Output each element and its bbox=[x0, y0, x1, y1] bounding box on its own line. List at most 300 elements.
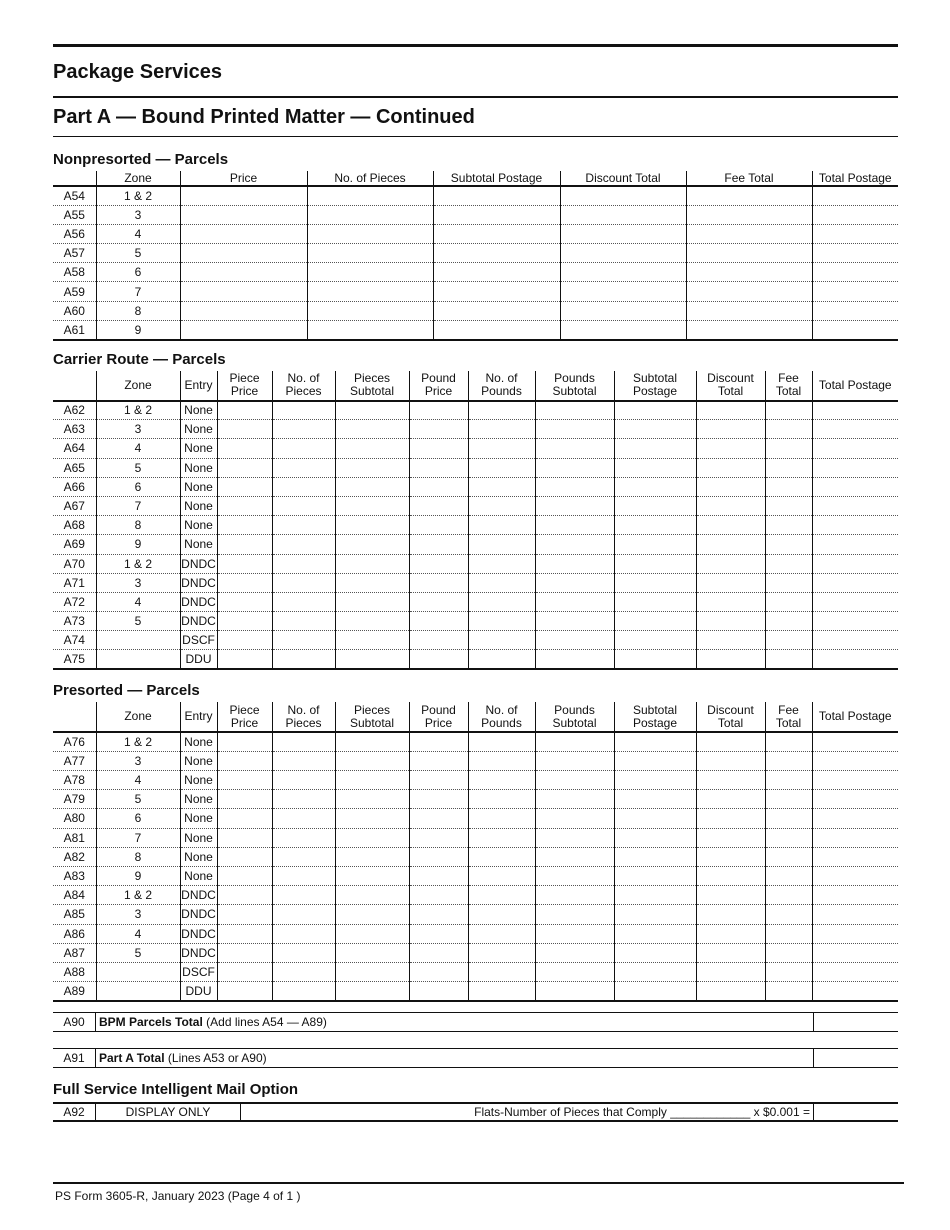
entry-field[interactable] bbox=[335, 732, 409, 751]
entry-field[interactable] bbox=[307, 224, 433, 243]
entry-field[interactable] bbox=[468, 439, 535, 458]
entry-field[interactable] bbox=[686, 263, 812, 282]
entry-field[interactable] bbox=[696, 439, 765, 458]
entry-field[interactable] bbox=[272, 612, 335, 631]
entry-field[interactable] bbox=[765, 439, 812, 458]
entry-field[interactable] bbox=[335, 458, 409, 477]
entry-field[interactable] bbox=[409, 905, 468, 924]
entry-field[interactable] bbox=[307, 205, 433, 224]
entry-field[interactable] bbox=[409, 477, 468, 496]
entry-field[interactable] bbox=[217, 592, 272, 611]
entry-field[interactable] bbox=[812, 809, 898, 828]
entry-field[interactable] bbox=[409, 886, 468, 905]
entry-field[interactable] bbox=[535, 943, 614, 962]
entry-field[interactable] bbox=[812, 982, 898, 1001]
entry-field[interactable] bbox=[409, 516, 468, 535]
entry-field[interactable] bbox=[560, 186, 686, 205]
entry-field[interactable] bbox=[468, 592, 535, 611]
entry-field[interactable] bbox=[614, 790, 696, 809]
entry-field[interactable] bbox=[468, 943, 535, 962]
entry-field[interactable] bbox=[433, 301, 560, 320]
entry-field[interactable] bbox=[217, 847, 272, 866]
entry-field[interactable] bbox=[614, 477, 696, 496]
entry-field[interactable] bbox=[696, 554, 765, 573]
entry-field[interactable] bbox=[272, 847, 335, 866]
entry-field[interactable] bbox=[812, 962, 898, 981]
entry-field[interactable] bbox=[812, 535, 898, 554]
entry-field[interactable] bbox=[307, 282, 433, 301]
entry-field[interactable] bbox=[272, 535, 335, 554]
entry-field[interactable] bbox=[614, 982, 696, 1001]
entry-field[interactable] bbox=[535, 573, 614, 592]
entry-field[interactable] bbox=[696, 458, 765, 477]
entry-field[interactable] bbox=[686, 301, 812, 320]
entry-field[interactable] bbox=[180, 186, 307, 205]
entry-field[interactable] bbox=[812, 282, 898, 301]
entry-field[interactable] bbox=[272, 554, 335, 573]
entry-field[interactable] bbox=[335, 420, 409, 439]
entry-field[interactable] bbox=[812, 477, 898, 496]
entry-field[interactable] bbox=[614, 886, 696, 905]
entry-field[interactable] bbox=[217, 612, 272, 631]
entry-field[interactable] bbox=[765, 496, 812, 515]
entry-field[interactable] bbox=[335, 573, 409, 592]
entry-field[interactable] bbox=[765, 631, 812, 650]
entry-field[interactable] bbox=[272, 828, 335, 847]
entry-field[interactable] bbox=[812, 516, 898, 535]
entry-field[interactable] bbox=[409, 943, 468, 962]
entry-field[interactable] bbox=[812, 943, 898, 962]
entry-field[interactable] bbox=[765, 866, 812, 885]
entry-field[interactable] bbox=[217, 516, 272, 535]
entry-field[interactable] bbox=[696, 866, 765, 885]
entry-field[interactable] bbox=[272, 592, 335, 611]
entry-field[interactable] bbox=[217, 554, 272, 573]
entry-field[interactable] bbox=[614, 439, 696, 458]
entry-field[interactable] bbox=[765, 886, 812, 905]
entry-field[interactable] bbox=[535, 420, 614, 439]
entry-field[interactable] bbox=[812, 771, 898, 790]
entry-field[interactable] bbox=[535, 732, 614, 751]
entry-field[interactable] bbox=[765, 573, 812, 592]
entry-field[interactable] bbox=[765, 650, 812, 669]
entry-field[interactable] bbox=[217, 962, 272, 981]
entry-field[interactable] bbox=[272, 924, 335, 943]
entry-field[interactable] bbox=[217, 631, 272, 650]
entry-field[interactable] bbox=[812, 732, 898, 751]
entry-field[interactable] bbox=[409, 554, 468, 573]
entry-field[interactable] bbox=[217, 790, 272, 809]
entry-field[interactable] bbox=[614, 420, 696, 439]
entry-field[interactable] bbox=[217, 982, 272, 1001]
entry-field[interactable] bbox=[560, 320, 686, 339]
entry-field[interactable] bbox=[696, 982, 765, 1001]
entry-field[interactable] bbox=[307, 320, 433, 339]
entry-field[interactable] bbox=[812, 244, 898, 263]
entry-field[interactable] bbox=[217, 828, 272, 847]
entry-field[interactable] bbox=[272, 771, 335, 790]
entry-field[interactable] bbox=[272, 477, 335, 496]
entry-field[interactable] bbox=[409, 631, 468, 650]
entry-field[interactable] bbox=[696, 905, 765, 924]
entry-field[interactable] bbox=[686, 282, 812, 301]
entry-field[interactable] bbox=[409, 924, 468, 943]
entry-field[interactable] bbox=[468, 924, 535, 943]
entry-field[interactable] bbox=[409, 732, 468, 751]
entry-field[interactable] bbox=[468, 847, 535, 866]
entry-field[interactable] bbox=[272, 516, 335, 535]
entry-field[interactable] bbox=[535, 535, 614, 554]
entry-field[interactable] bbox=[468, 751, 535, 770]
entry-field[interactable] bbox=[812, 650, 898, 669]
entry-field[interactable] bbox=[560, 244, 686, 263]
entry-field[interactable] bbox=[535, 886, 614, 905]
entry-field[interactable] bbox=[614, 943, 696, 962]
entry-field[interactable] bbox=[409, 458, 468, 477]
entry-field[interactable] bbox=[614, 962, 696, 981]
entry-field[interactable] bbox=[535, 496, 614, 515]
entry-field[interactable] bbox=[217, 809, 272, 828]
entry-field[interactable] bbox=[272, 790, 335, 809]
entry-field[interactable] bbox=[696, 612, 765, 631]
entry-field[interactable] bbox=[335, 477, 409, 496]
entry-field[interactable] bbox=[180, 282, 307, 301]
entry-field[interactable] bbox=[409, 573, 468, 592]
entry-field[interactable] bbox=[765, 982, 812, 1001]
entry-field[interactable] bbox=[335, 905, 409, 924]
entry-field[interactable] bbox=[765, 458, 812, 477]
entry-field[interactable] bbox=[272, 982, 335, 1001]
entry-field[interactable] bbox=[335, 886, 409, 905]
entry-field[interactable] bbox=[217, 496, 272, 515]
entry-field[interactable] bbox=[812, 205, 898, 224]
entry-field[interactable] bbox=[335, 650, 409, 669]
entry-field[interactable] bbox=[217, 924, 272, 943]
entry-field[interactable] bbox=[468, 962, 535, 981]
entry-field[interactable] bbox=[272, 866, 335, 885]
entry-field[interactable] bbox=[696, 516, 765, 535]
entry-field[interactable] bbox=[535, 924, 614, 943]
entry-field[interactable] bbox=[217, 732, 272, 751]
entry-field[interactable] bbox=[535, 847, 614, 866]
entry-field[interactable] bbox=[180, 224, 307, 243]
entry-field[interactable] bbox=[765, 847, 812, 866]
entry-field[interactable] bbox=[614, 631, 696, 650]
entry-field[interactable] bbox=[765, 401, 812, 420]
entry-field[interactable] bbox=[686, 224, 812, 243]
entry-field[interactable] bbox=[812, 320, 898, 339]
entry-field[interactable] bbox=[272, 650, 335, 669]
entry-field[interactable] bbox=[560, 224, 686, 243]
entry-field[interactable] bbox=[335, 592, 409, 611]
entry-field[interactable] bbox=[812, 420, 898, 439]
entry-field[interactable] bbox=[812, 592, 898, 611]
entry-field[interactable] bbox=[409, 401, 468, 420]
entry-field[interactable] bbox=[272, 573, 335, 592]
entry-field[interactable] bbox=[812, 263, 898, 282]
entry-field[interactable] bbox=[765, 809, 812, 828]
full-service-field[interactable] bbox=[814, 1104, 898, 1120]
entry-field[interactable] bbox=[812, 401, 898, 420]
entry-field[interactable] bbox=[468, 809, 535, 828]
entry-field[interactable] bbox=[614, 592, 696, 611]
entry-field[interactable] bbox=[765, 592, 812, 611]
entry-field[interactable] bbox=[696, 828, 765, 847]
entry-field[interactable] bbox=[335, 982, 409, 1001]
entry-field[interactable] bbox=[468, 496, 535, 515]
entry-field[interactable] bbox=[614, 751, 696, 770]
entry-field[interactable] bbox=[468, 612, 535, 631]
entry-field[interactable] bbox=[614, 573, 696, 592]
entry-field[interactable] bbox=[614, 732, 696, 751]
entry-field[interactable] bbox=[468, 886, 535, 905]
entry-field[interactable] bbox=[614, 771, 696, 790]
entry-field[interactable] bbox=[217, 866, 272, 885]
entry-field[interactable] bbox=[765, 771, 812, 790]
entry-field[interactable] bbox=[468, 771, 535, 790]
entry-field[interactable] bbox=[272, 631, 335, 650]
entry-field[interactable] bbox=[812, 301, 898, 320]
entry-field[interactable] bbox=[614, 809, 696, 828]
entry-field[interactable] bbox=[217, 573, 272, 592]
entry-field[interactable] bbox=[686, 320, 812, 339]
entry-field[interactable] bbox=[335, 516, 409, 535]
entry-field[interactable] bbox=[614, 401, 696, 420]
entry-field[interactable] bbox=[812, 751, 898, 770]
entry-field[interactable] bbox=[335, 554, 409, 573]
entry-field[interactable] bbox=[535, 982, 614, 1001]
entry-field[interactable] bbox=[696, 650, 765, 669]
entry-field[interactable] bbox=[217, 751, 272, 770]
entry-field[interactable] bbox=[535, 790, 614, 809]
entry-field[interactable] bbox=[696, 401, 765, 420]
entry-field[interactable] bbox=[696, 924, 765, 943]
entry-field[interactable] bbox=[614, 554, 696, 573]
entry-field[interactable] bbox=[560, 301, 686, 320]
entry-field[interactable] bbox=[535, 516, 614, 535]
entry-field[interactable] bbox=[335, 943, 409, 962]
entry-field[interactable] bbox=[812, 554, 898, 573]
bpm-parcels-total-field[interactable] bbox=[814, 1013, 898, 1031]
entry-field[interactable] bbox=[468, 650, 535, 669]
entry-field[interactable] bbox=[812, 458, 898, 477]
entry-field[interactable] bbox=[272, 751, 335, 770]
entry-field[interactable] bbox=[812, 496, 898, 515]
entry-field[interactable] bbox=[409, 612, 468, 631]
entry-field[interactable] bbox=[272, 943, 335, 962]
entry-field[interactable] bbox=[765, 790, 812, 809]
entry-field[interactable] bbox=[409, 592, 468, 611]
entry-field[interactable] bbox=[409, 847, 468, 866]
entry-field[interactable] bbox=[468, 866, 535, 885]
entry-field[interactable] bbox=[335, 924, 409, 943]
entry-field[interactable] bbox=[614, 650, 696, 669]
entry-field[interactable] bbox=[696, 573, 765, 592]
entry-field[interactable] bbox=[696, 496, 765, 515]
entry-field[interactable] bbox=[614, 458, 696, 477]
entry-field[interactable] bbox=[535, 650, 614, 669]
entry-field[interactable] bbox=[468, 905, 535, 924]
entry-field[interactable] bbox=[335, 790, 409, 809]
entry-field[interactable] bbox=[468, 554, 535, 573]
entry-field[interactable] bbox=[272, 962, 335, 981]
entry-field[interactable] bbox=[535, 458, 614, 477]
entry-field[interactable] bbox=[409, 496, 468, 515]
entry-field[interactable] bbox=[409, 962, 468, 981]
entry-field[interactable] bbox=[409, 650, 468, 669]
entry-field[interactable] bbox=[217, 439, 272, 458]
entry-field[interactable] bbox=[696, 847, 765, 866]
entry-field[interactable] bbox=[686, 186, 812, 205]
entry-field[interactable] bbox=[307, 244, 433, 263]
entry-field[interactable] bbox=[433, 244, 560, 263]
entry-field[interactable] bbox=[696, 809, 765, 828]
entry-field[interactable] bbox=[696, 420, 765, 439]
entry-field[interactable] bbox=[614, 828, 696, 847]
entry-field[interactable] bbox=[765, 535, 812, 554]
entry-field[interactable] bbox=[217, 650, 272, 669]
entry-field[interactable] bbox=[217, 905, 272, 924]
entry-field[interactable] bbox=[696, 477, 765, 496]
entry-field[interactable] bbox=[217, 943, 272, 962]
entry-field[interactable] bbox=[272, 809, 335, 828]
entry-field[interactable] bbox=[765, 420, 812, 439]
entry-field[interactable] bbox=[614, 866, 696, 885]
entry-field[interactable] bbox=[696, 790, 765, 809]
entry-field[interactable] bbox=[535, 439, 614, 458]
entry-field[interactable] bbox=[217, 401, 272, 420]
entry-field[interactable] bbox=[535, 612, 614, 631]
entry-field[interactable] bbox=[272, 905, 335, 924]
entry-field[interactable] bbox=[765, 905, 812, 924]
entry-field[interactable] bbox=[217, 535, 272, 554]
entry-field[interactable] bbox=[812, 924, 898, 943]
entry-field[interactable] bbox=[335, 612, 409, 631]
entry-field[interactable] bbox=[335, 962, 409, 981]
entry-field[interactable] bbox=[535, 477, 614, 496]
entry-field[interactable] bbox=[335, 535, 409, 554]
entry-field[interactable] bbox=[409, 535, 468, 554]
entry-field[interactable] bbox=[812, 612, 898, 631]
entry-field[interactable] bbox=[812, 224, 898, 243]
entry-field[interactable] bbox=[180, 244, 307, 263]
entry-field[interactable] bbox=[409, 809, 468, 828]
entry-field[interactable] bbox=[180, 205, 307, 224]
entry-field[interactable] bbox=[696, 943, 765, 962]
entry-field[interactable] bbox=[535, 828, 614, 847]
entry-field[interactable] bbox=[272, 401, 335, 420]
entry-field[interactable] bbox=[468, 790, 535, 809]
entry-field[interactable] bbox=[535, 905, 614, 924]
entry-field[interactable] bbox=[433, 224, 560, 243]
entry-field[interactable] bbox=[180, 263, 307, 282]
entry-field[interactable] bbox=[335, 401, 409, 420]
entry-field[interactable] bbox=[765, 962, 812, 981]
entry-field[interactable] bbox=[307, 263, 433, 282]
entry-field[interactable] bbox=[686, 205, 812, 224]
entry-field[interactable] bbox=[409, 420, 468, 439]
entry-field[interactable] bbox=[812, 439, 898, 458]
entry-field[interactable] bbox=[535, 809, 614, 828]
entry-field[interactable] bbox=[614, 905, 696, 924]
entry-field[interactable] bbox=[335, 751, 409, 770]
entry-field[interactable] bbox=[560, 205, 686, 224]
entry-field[interactable] bbox=[180, 301, 307, 320]
entry-field[interactable] bbox=[272, 458, 335, 477]
entry-field[interactable] bbox=[335, 809, 409, 828]
entry-field[interactable] bbox=[468, 420, 535, 439]
entry-field[interactable] bbox=[535, 962, 614, 981]
entry-field[interactable] bbox=[535, 866, 614, 885]
entry-field[interactable] bbox=[696, 771, 765, 790]
entry-field[interactable] bbox=[614, 924, 696, 943]
entry-field[interactable] bbox=[614, 847, 696, 866]
entry-field[interactable] bbox=[217, 886, 272, 905]
entry-field[interactable] bbox=[217, 771, 272, 790]
entry-field[interactable] bbox=[335, 847, 409, 866]
entry-field[interactable] bbox=[409, 982, 468, 1001]
entry-field[interactable] bbox=[765, 554, 812, 573]
entry-field[interactable] bbox=[433, 263, 560, 282]
entry-field[interactable] bbox=[409, 866, 468, 885]
entry-field[interactable] bbox=[335, 439, 409, 458]
entry-field[interactable] bbox=[468, 477, 535, 496]
entry-field[interactable] bbox=[765, 943, 812, 962]
entry-field[interactable] bbox=[696, 732, 765, 751]
entry-field[interactable] bbox=[560, 263, 686, 282]
entry-field[interactable] bbox=[468, 631, 535, 650]
entry-field[interactable] bbox=[335, 866, 409, 885]
entry-field[interactable] bbox=[535, 401, 614, 420]
entry-field[interactable] bbox=[812, 866, 898, 885]
entry-field[interactable] bbox=[765, 751, 812, 770]
entry-field[interactable] bbox=[686, 244, 812, 263]
entry-field[interactable] bbox=[765, 612, 812, 631]
entry-field[interactable] bbox=[696, 592, 765, 611]
entry-field[interactable] bbox=[272, 496, 335, 515]
entry-field[interactable] bbox=[696, 751, 765, 770]
entry-field[interactable] bbox=[614, 516, 696, 535]
entry-field[interactable] bbox=[468, 828, 535, 847]
entry-field[interactable] bbox=[614, 496, 696, 515]
entry-field[interactable] bbox=[696, 962, 765, 981]
entry-field[interactable] bbox=[614, 612, 696, 631]
entry-field[interactable] bbox=[217, 477, 272, 496]
entry-field[interactable] bbox=[272, 420, 335, 439]
entry-field[interactable] bbox=[468, 982, 535, 1001]
entry-field[interactable] bbox=[765, 828, 812, 847]
entry-field[interactable] bbox=[812, 886, 898, 905]
entry-field[interactable] bbox=[535, 771, 614, 790]
entry-field[interactable] bbox=[765, 732, 812, 751]
entry-field[interactable] bbox=[696, 886, 765, 905]
entry-field[interactable] bbox=[468, 401, 535, 420]
entry-field[interactable] bbox=[409, 771, 468, 790]
entry-field[interactable] bbox=[468, 516, 535, 535]
entry-field[interactable] bbox=[217, 458, 272, 477]
entry-field[interactable] bbox=[217, 420, 272, 439]
entry-field[interactable] bbox=[409, 828, 468, 847]
entry-field[interactable] bbox=[560, 282, 686, 301]
entry-field[interactable] bbox=[433, 205, 560, 224]
entry-field[interactable] bbox=[468, 535, 535, 554]
entry-field[interactable] bbox=[433, 320, 560, 339]
entry-field[interactable] bbox=[180, 320, 307, 339]
entry-field[interactable] bbox=[696, 535, 765, 554]
entry-field[interactable] bbox=[765, 924, 812, 943]
entry-field[interactable] bbox=[535, 631, 614, 650]
entry-field[interactable] bbox=[696, 631, 765, 650]
